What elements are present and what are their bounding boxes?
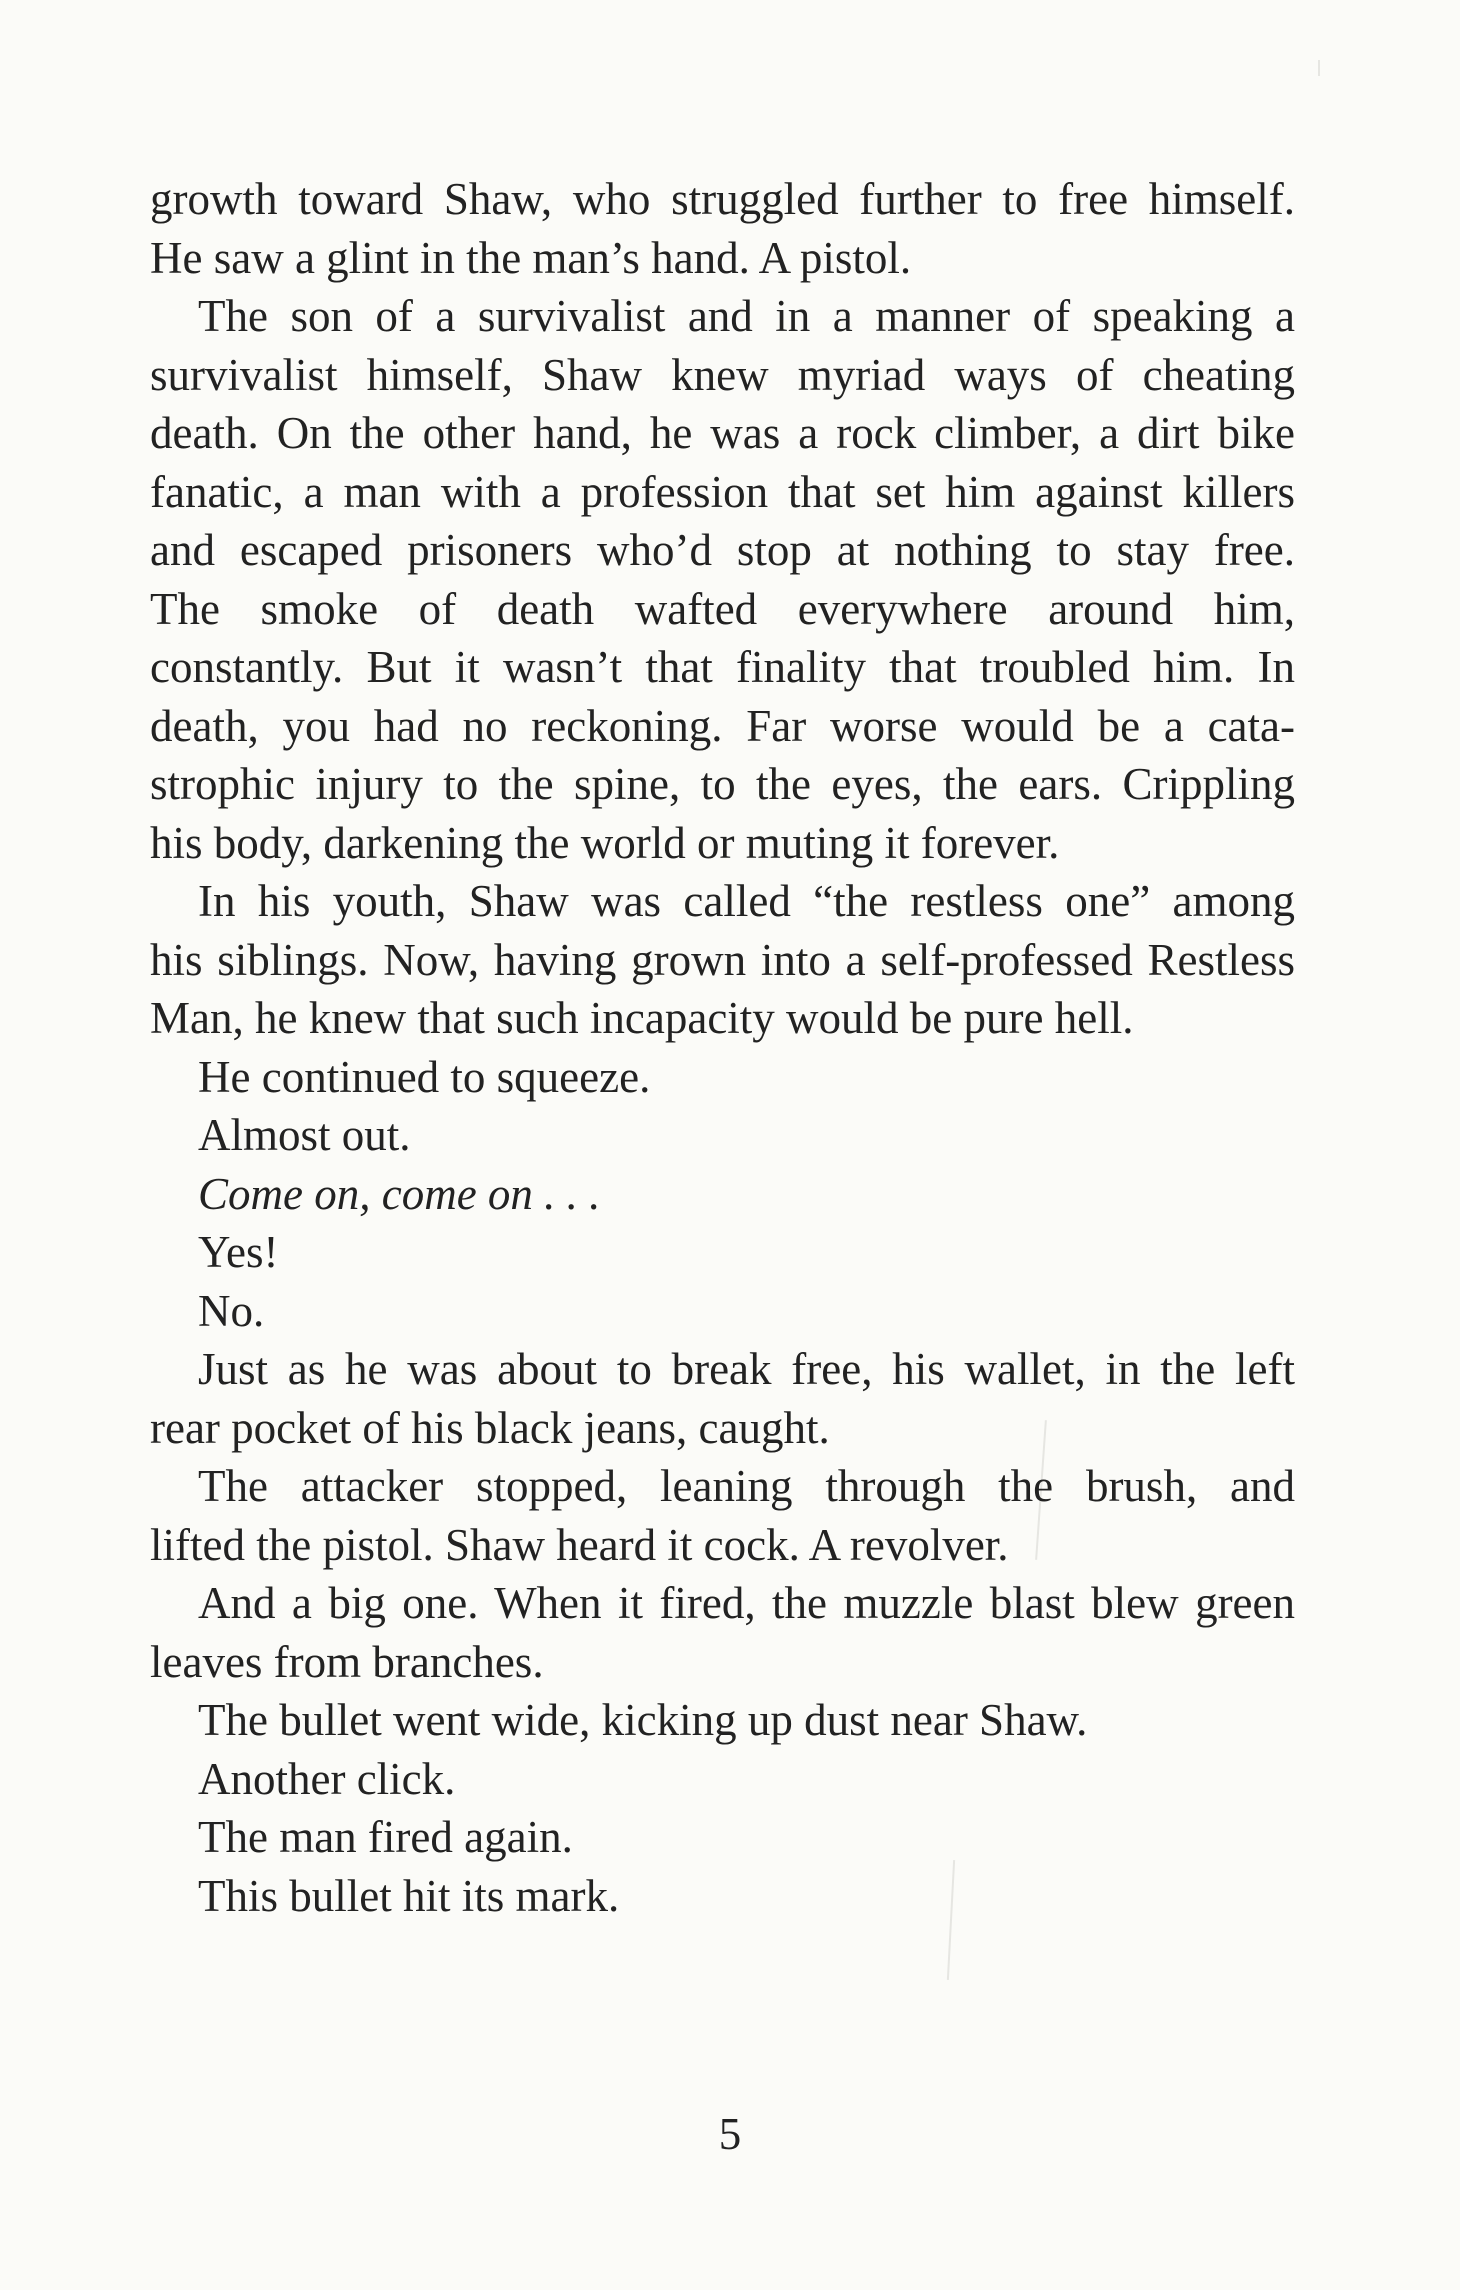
text-line: lifted the pistol. Shaw heard it cock. A revolver. bbox=[150, 1519, 1009, 1570]
paragraph-start: And a big one. When it fired, the muzzle blast blew green bbox=[198, 1578, 1295, 1628]
text-line: leaves from branches. bbox=[150, 1636, 544, 1687]
paragraph-start: Almost out. bbox=[198, 1110, 411, 1160]
paragraph-start: This bullet hit its mark. bbox=[198, 1870, 620, 1921]
text-line: constantly. But it wasn’t that finality that troubled him. In bbox=[150, 642, 1295, 692]
paragraph-start: The son of a survivalist and in a manner of speaking a bbox=[198, 291, 1295, 341]
text-line: Man, he knew that such incapacity would be pure hell. bbox=[150, 993, 1134, 1043]
text-line: his siblings. Now, having grown into a self-professed Restless bbox=[150, 934, 1295, 985]
text-line: and escaped prisoners who’d stop at nothing to stay free. bbox=[150, 525, 1295, 575]
paragraph-start: Another click. bbox=[198, 1753, 456, 1804]
text-line: survivalist himself, Shaw knew myriad ways of cheating bbox=[150, 349, 1295, 400]
text-line: growth toward Shaw, who struggled further to free himself. bbox=[150, 174, 1295, 224]
body-text bbox=[150, 170, 1295, 1925]
text-line: He saw a glint in the man’s hand. A pistol. bbox=[150, 232, 912, 283]
text-line: death. On the other hand, he was a rock climber, a dirt bike bbox=[150, 408, 1295, 458]
text-line: The smoke of death wafted everywhere around him, bbox=[150, 583, 1295, 634]
text-line: fanatic, a man with a profession that set him against killers bbox=[150, 466, 1295, 517]
paragraph-start: The man fired again. bbox=[198, 1812, 573, 1862]
text-line: death, you had no reckoning. Far worse would be a cata- bbox=[150, 700, 1295, 751]
paragraph-start: Just as he was about to break free, his wallet, in the left bbox=[198, 1344, 1295, 1394]
text-line: his body, darkening the world or muting it forever. bbox=[150, 817, 1060, 868]
paragraph-start: No. bbox=[198, 1285, 265, 1336]
text-line: rear pocket of his black jeans, caught. bbox=[150, 1402, 830, 1453]
paragraph-start: The attacker stopped, leaning through the brush, and bbox=[198, 1461, 1295, 1511]
text-line: strophic injury to the spine, to the eyes, the ears. Crippling bbox=[150, 759, 1295, 809]
italic-thought: Come on, come on . . . bbox=[198, 1168, 601, 1219]
page-number: 5 bbox=[718, 2109, 742, 2159]
paragraph-start: The bullet went wide, kicking up dust near Shaw. bbox=[198, 1695, 1088, 1745]
paragraph-start: Yes! bbox=[198, 1227, 279, 1277]
paragraph-start: He continued to squeeze. bbox=[198, 1051, 651, 1102]
paragraph-start: In his youth, Shaw was called “the restless one” among bbox=[198, 876, 1295, 926]
scan-mark bbox=[1318, 60, 1320, 76]
